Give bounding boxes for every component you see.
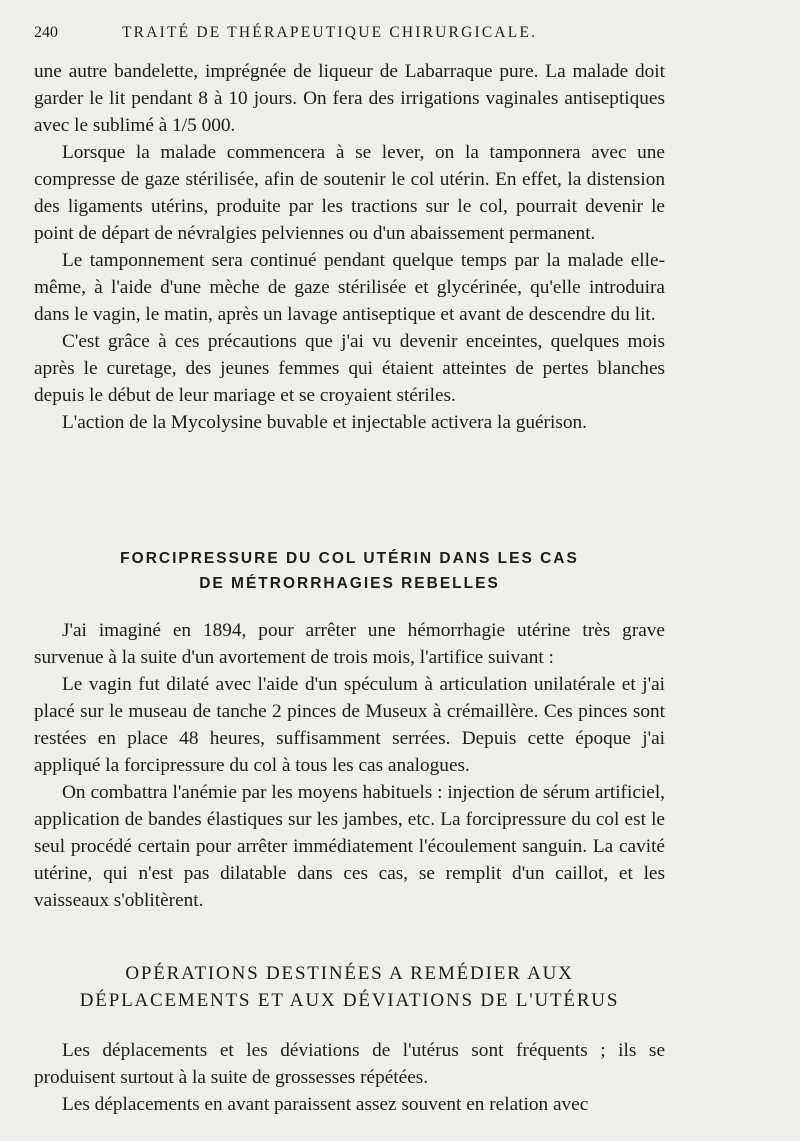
section-heading-forcipressure: [34, 546, 665, 596]
heading-line: DE MÉTRORRHAGIES REBELLES: [199, 575, 500, 592]
paragraph: On combattra l'anémie par les moyens habituels : injection de sérum artificiel, application de bandes élastiques sur les jambes, etc. La forcipressure du col est le seul procédé certain pour arrêter immédiatement l'écoulement sanguin. La cavité utérine, qui n'est pas dilatable dans ces cas, se remplit d'un caillot, et les vaisseaux s'oblitèrent.: [34, 782, 665, 911]
paragraph: Les déplacements et les déviations de l'utérus sont fréquents ; ils se produisent surtout à la suite de grossesses répétées.: [34, 1040, 665, 1088]
section-operations-body: [34, 1037, 665, 1118]
paragraph: C'est grâce à ces précautions que j'ai vu devenir enceintes, quelques mois après le curetage, des jeunes femmes qui étaient atteintes de pertes blanches depuis le début de leur mariage et se croyaient stériles.: [34, 331, 665, 406]
paragraph: Le tamponnement sera continué pendant quelque temps par la malade elle-même, à l'aide d'une mèche de gaze stérilisée et glycérinée, qu'elle introduira dans le vagin, le matin, après un lavage antiseptique et avant de descendre du lit.: [34, 250, 665, 325]
running-title: TRAITÉ DE THÉRAPEUTIQUE CHIRURGICALE.: [122, 24, 538, 41]
paragraph: Le vagin fut dilaté avec l'aide d'un spéculum à articulation unilatérale et j'ai placé sur le museau de tanche 2 pinces de Museux à crémaillère. Ces pinces sont restées en place 48 heures, suffisamment serrées. Depuis cette époque j'ai appliqué la forcipressure du col à tous les cas analogues.: [34, 674, 665, 776]
page-header: [34, 22, 674, 46]
heading-line: FORCIPRESSURE DU COL UTÉRIN DANS LES CAS: [120, 550, 579, 567]
section-heading-operations: [34, 960, 665, 1014]
heading-line: DÉPLACEMENTS ET AUX DÉVIATIONS DE L'UTÉRUS: [79, 990, 620, 1011]
paragraph: une autre bandelette, imprégnée de liqueur de Labarraque pure. La malade doit garder le lit pendant 8 à 10 jours. On fera des irrigations vaginales antiseptiques avec le sublimé à 1/5 000.: [34, 61, 665, 136]
paragraph: J'ai imaginé en 1894, pour arrêter une hémorrhagie utérine très grave survenue à la suite d'un avortement de trois mois, l'artifice suivant :: [34, 620, 665, 668]
page-number: 240: [34, 24, 58, 41]
section-curetage-aftercare: [34, 58, 665, 436]
heading-line: OPÉRATIONS DESTINÉES A REMÉDIER AUX: [125, 963, 574, 984]
paragraph: Lorsque la malade commencera à se lever, on la tamponnera avec une compresse de gaze stérilisée, afin de soutenir le col utérin. En effet, la distension des ligaments utérins, produite par les tractions sur le col, pourrait devenir le point de départ de névralgies pelviennes ou d'un abaissement permanent.: [34, 142, 665, 244]
section-forcipressure-body: [34, 617, 665, 914]
paragraph: L'action de la Mycolysine buvable et injectable activera la guérison.: [62, 412, 587, 433]
paragraph: Les déplacements en avant paraissent assez souvent en relation avec: [62, 1094, 589, 1115]
